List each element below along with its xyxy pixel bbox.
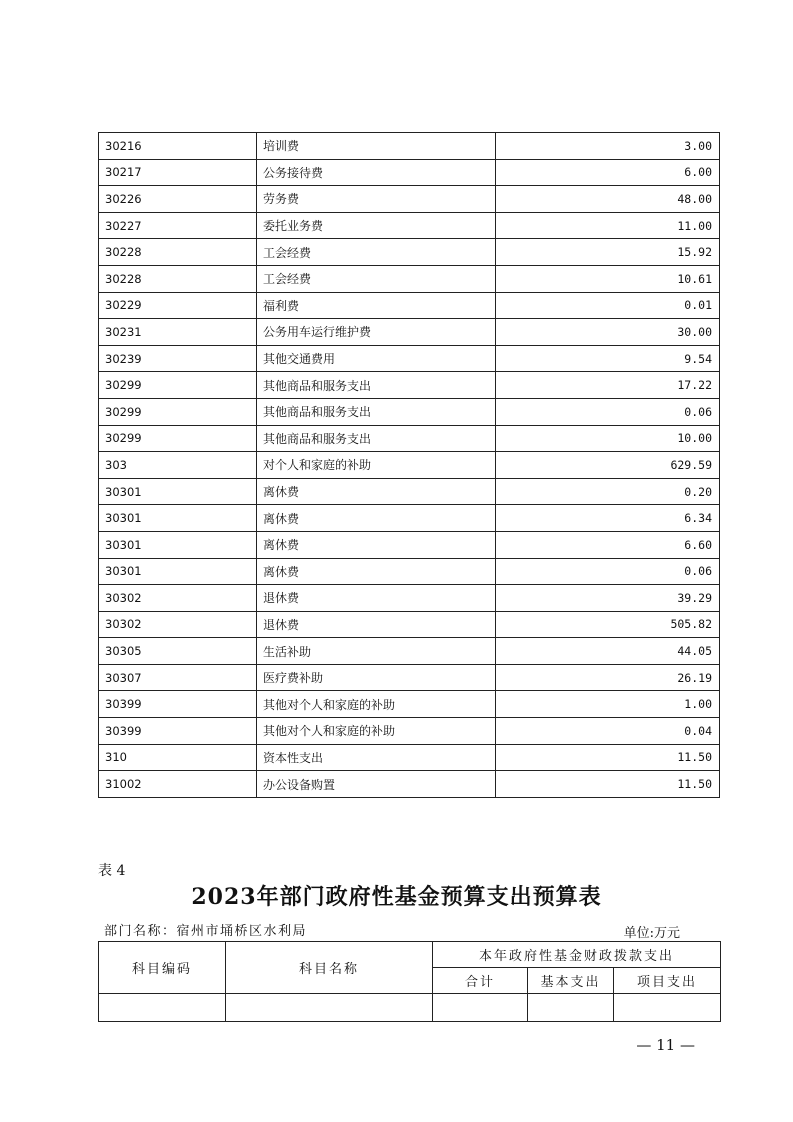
table-row xyxy=(99,505,720,532)
subject-name-cell: 其他商品和服务支出 xyxy=(257,398,496,425)
table-row xyxy=(99,159,720,186)
subject-code-cell: 30307 xyxy=(99,664,257,691)
unit-label: 单位:万元 xyxy=(623,926,680,941)
department-name: 部门名称：宿州市埇桥区水利局 xyxy=(104,924,308,939)
subject-code-cell: 30299 xyxy=(99,372,257,399)
subject-name-cell: 退休费 xyxy=(257,585,496,612)
subject-code-cell: 303 xyxy=(99,452,257,479)
table-row xyxy=(99,319,720,346)
government-fund-budget-table xyxy=(98,941,721,1022)
table-row xyxy=(99,345,720,372)
amount-cell: 39.29 xyxy=(496,585,720,612)
subject-name-cell: 离休费 xyxy=(257,558,496,585)
subject-code-cell: 30302 xyxy=(99,585,257,612)
table-row xyxy=(99,771,720,798)
subject-code-cell: 30226 xyxy=(99,186,257,213)
empty-data-row xyxy=(99,994,721,1022)
subject-code-cell: 30239 xyxy=(99,345,257,372)
table-row xyxy=(99,372,720,399)
subject-name-cell: 公务用车运行维护费 xyxy=(257,319,496,346)
subject-code-cell: 310 xyxy=(99,744,257,771)
subject-code-cell: 30302 xyxy=(99,611,257,638)
header-subject-name: 科目名称 xyxy=(226,942,433,994)
table-title: 2023年部门政府性基金预算支出预算表 xyxy=(191,884,602,910)
subject-name-cell: 委托业务费 xyxy=(257,212,496,239)
subject-name-cell: 离休费 xyxy=(257,478,496,505)
table-row xyxy=(99,531,720,558)
table-row xyxy=(99,265,720,292)
amount-cell: 6.00 xyxy=(496,159,720,186)
subject-code-cell: 30301 xyxy=(99,478,257,505)
subject-code-cell: 30299 xyxy=(99,425,257,452)
table-row xyxy=(99,398,720,425)
subject-name-cell: 工会经费 xyxy=(257,265,496,292)
subject-code-cell: 30228 xyxy=(99,239,257,266)
subject-code-cell: 30399 xyxy=(99,718,257,745)
subject-code-cell: 31002 xyxy=(99,771,257,798)
amount-cell: 0.20 xyxy=(496,478,720,505)
header-row-1 xyxy=(99,942,721,968)
subject-code-cell: 30301 xyxy=(99,531,257,558)
subject-name-cell: 退休费 xyxy=(257,611,496,638)
empty-cell xyxy=(226,994,433,1022)
subject-code-cell: 30217 xyxy=(99,159,257,186)
table-row xyxy=(99,718,720,745)
amount-cell: 9.54 xyxy=(496,345,720,372)
subject-code-cell: 30305 xyxy=(99,638,257,665)
subject-code-cell: 30229 xyxy=(99,292,257,319)
amount-cell: 17.22 xyxy=(496,372,720,399)
empty-cell xyxy=(614,994,721,1022)
subject-name-cell: 公务接待费 xyxy=(257,159,496,186)
subject-name-cell: 资本性支出 xyxy=(257,744,496,771)
subject-code-cell: 30227 xyxy=(99,212,257,239)
amount-cell: 6.34 xyxy=(496,505,720,532)
table-row xyxy=(99,478,720,505)
amount-cell: 11.50 xyxy=(496,744,720,771)
amount-cell: 629.59 xyxy=(496,452,720,479)
table-row xyxy=(99,744,720,771)
amount-cell: 3.00 xyxy=(496,133,720,160)
subject-name-cell: 劳务费 xyxy=(257,186,496,213)
table-row xyxy=(99,186,720,213)
amount-cell: 11.00 xyxy=(496,212,720,239)
amount-cell: 26.19 xyxy=(496,664,720,691)
subject-name-cell: 工会经费 xyxy=(257,239,496,266)
amount-cell: 0.06 xyxy=(496,558,720,585)
subject-name-cell: 其他商品和服务支出 xyxy=(257,372,496,399)
subject-name-cell: 离休费 xyxy=(257,505,496,532)
amount-cell: 15.92 xyxy=(496,239,720,266)
amount-cell: 505.82 xyxy=(496,611,720,638)
table-row xyxy=(99,691,720,718)
amount-cell: 10.61 xyxy=(496,265,720,292)
table-row xyxy=(99,585,720,612)
subject-name-cell: 离休费 xyxy=(257,531,496,558)
page-number: — 11 — xyxy=(636,1036,695,1054)
amount-cell: 11.50 xyxy=(496,771,720,798)
subject-code-cell: 30216 xyxy=(99,133,257,160)
amount-cell: 6.60 xyxy=(496,531,720,558)
subject-code-cell: 30301 xyxy=(99,505,257,532)
header-basic-expenditure: 基本支出 xyxy=(528,968,614,994)
subject-name-cell: 其他交通费用 xyxy=(257,345,496,372)
table-row xyxy=(99,558,720,585)
header-project-expenditure: 项目支出 xyxy=(614,968,721,994)
expenditure-detail-body xyxy=(99,133,720,798)
table-row xyxy=(99,452,720,479)
empty-cell xyxy=(433,994,528,1022)
subject-code-cell: 30399 xyxy=(99,691,257,718)
amount-cell: 10.00 xyxy=(496,425,720,452)
amount-cell: 0.04 xyxy=(496,718,720,745)
amount-cell: 44.05 xyxy=(496,638,720,665)
subject-code-cell: 30228 xyxy=(99,265,257,292)
table-row xyxy=(99,239,720,266)
subject-code-cell: 30231 xyxy=(99,319,257,346)
header-fund-expenditure-group: 本年政府性基金财政拨款支出 xyxy=(433,942,721,968)
header-subject-code: 科目编码 xyxy=(99,942,226,994)
table-row xyxy=(99,212,720,239)
amount-cell: 0.06 xyxy=(496,398,720,425)
amount-cell: 0.01 xyxy=(496,292,720,319)
empty-cell xyxy=(528,994,614,1022)
subject-name-cell: 生活补助 xyxy=(257,638,496,665)
subject-name-cell: 医疗费补助 xyxy=(257,664,496,691)
expenditure-detail-table xyxy=(98,132,720,798)
table-row xyxy=(99,638,720,665)
subject-name-cell: 其他对个人和家庭的补助 xyxy=(257,718,496,745)
subject-code-cell: 30299 xyxy=(99,398,257,425)
subject-name-cell: 其他商品和服务支出 xyxy=(257,425,496,452)
table-row xyxy=(99,133,720,160)
table-row xyxy=(99,292,720,319)
amount-cell: 1.00 xyxy=(496,691,720,718)
subject-name-cell: 培训费 xyxy=(257,133,496,160)
subject-name-cell: 其他对个人和家庭的补助 xyxy=(257,691,496,718)
table-row xyxy=(99,611,720,638)
table-row xyxy=(99,664,720,691)
subject-code-cell: 30301 xyxy=(99,558,257,585)
subject-name-cell: 福利费 xyxy=(257,292,496,319)
table-row xyxy=(99,425,720,452)
amount-cell: 30.00 xyxy=(496,319,720,346)
header-total: 合计 xyxy=(433,968,528,994)
subject-name-cell: 对个人和家庭的补助 xyxy=(257,452,496,479)
amount-cell: 48.00 xyxy=(496,186,720,213)
table-number-label: 表 4 xyxy=(98,863,126,879)
subject-name-cell: 办公设备购置 xyxy=(257,771,496,798)
empty-cell xyxy=(99,994,226,1022)
